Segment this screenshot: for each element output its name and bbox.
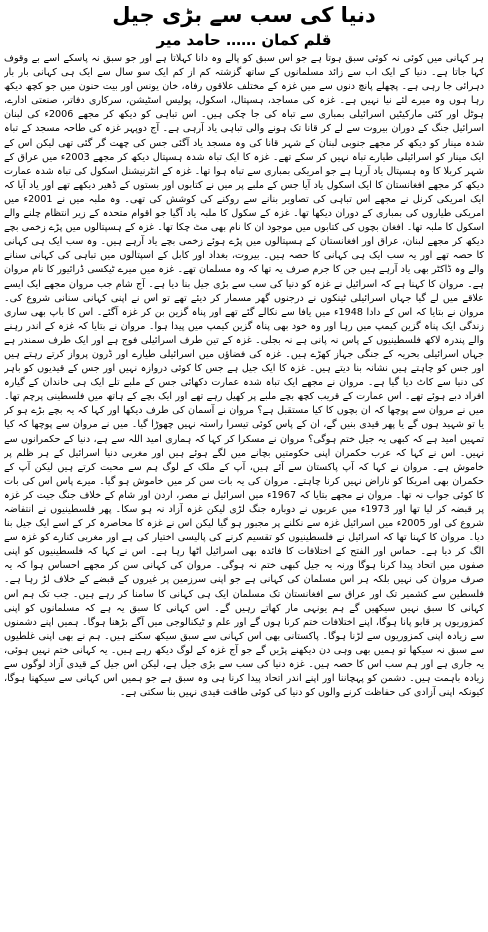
article-title: دنیا کی سب سے بڑی جیل [112,3,376,27]
byline-separator: …… [226,31,257,49]
article-body: ہر کہانی میں کوئی نہ کوئی سبق ہوتا ہے جو اس سبق کو پالے وہ دانا کہلاتا ہے اور جو سبق نہ پاسکے اسے بے وقوف کہا جاتا ہے۔ دنیا کے ایک اب سے زائد مسلمانوں کے ساتھ گزشتہ کم از کم ایک سو سال سے ایک ہی کہانی بار بار دہرائی جا رہی ہے۔ پچھلے پانچ دنوں سے میں غزہ کے مختلف علاقوں رفاہ، خان یونس اور بیت حنون میں جو کچھ دیکھ رہا ہوں وہ میرے لئے نیا نہیں ہے۔ غزہ کی مساجد، ہسپتال، اسکول، پولیس اسٹیشن، سرکاری دفاتر، صنعتی ادارے، ہوٹل اور کئی مارکیٹیں اسرائیلی بمباری سے تباہ کی جا چکی ہیں۔ اس تباہی کو دیکھ کر مجھے 2006ء کی لبنان اسرائیل جنگ کے دوران بیروت سے لے کر قانا تک ہونے والی تباہی یاد آرہی ہے۔ آج دوپہر غزہ کی طاحہ مسجد کے تباہ شدہ مینار کو دیکھ کر مجھے جنوبی لبنان کے شہر قانا کی وہ مسجد یاد آگئی جس کی چھت گر گئی تھی لیکن اس کے ایک مینار کو اسرائیلی طیارے تباہ نہیں کر سکے تھے۔ غزہ کا ایک تباہ شدہ ہسپتال دیکھ کر مجھے 2003ء میں عراق کے شہر کربلا کا وہ ہسپتال یاد آرہا ہے جو امریکی بمباری سے تباہ ہوا تھا۔ غزہ کے انٹرنیشنل اسکول کی تباہ شدہ عمارت دیکھ کر مجھے افغانستان کا ایک اسکول یاد آیا جس کے ملبے پر میں نے کتابوں اور بستوں کے ڈھیر دیکھے تھے اور یاد آیا کہ ایک امریکی کرنل نے مجھے اس تباہی کی تصاویر بنانے سے روکنے کی کوشش کی تھی۔ وہ ملبہ میں نے 2001ء میں امریکی طیاروں کی بمباری کے دوران دیکھا تھا۔ غزہ کے سکول کا ملبہ یاد آگیا جو اقوام متحدہ کے زیر انتظام چلنے والے اسکول کا ملبہ تھا۔ افغان بچوں کی کتابوں میں موجود ان کا نام بھی مٹ چکا تھا۔ غزہ کے ہسپتالوں میں پڑے زخمی بچے دیکھ کر مجھے لبنان، عراق اور افغانستان کے ہسپتالوں میں پڑے ہوئے زخمی بچے یاد آرہے ہیں۔ وہ سب ایک ہی کہانی کا حصہ تھے اور یہ سب ایک ہی کہانی کا حصہ ہیں۔ بیروت، بغداد اور کابل کے اسپتالوں میں تباہی کی کہانی سنانے والے وہ ڈاکٹر بھی یاد آرہے ہیں جن کا جرم صرف یہ تھا کہ وہ مسلمان تھے۔ غزہ میں میرے ٹیکسی ڈرائیور کا نام مروان ہے۔ مروان کا کہنا ہے کہ اسرائیل نے غزہ کو دنیا کی سب سے بڑی جیل بنا دیا ہے۔ آج شام جب مروان مجھے ایک ایسے علاقے میں لے گیا جہاں اسرائیلی ٹینکوں نے درجنوں گھر مسمار کر دیئے تھے تو اس نے اپنی کہانی سنانی شروع کی۔ مروان نے بتایا کہ اس کے دادا 1948ء میں یافا سے نکالے گئے تھے اور پناہ گزین بن کر غزہ آگئے۔ اس کا باپ بھی ساری زندگی ایک پناہ گزین کیمپ میں رہا اور وہ خود بھی پناہ گزین کیمپ میں پیدا ہوا۔ مروان نے بتایا کہ غزہ کے اندر رہنے والے پندرہ لاکھ فلسطینیوں کے پاس نہ پانی ہے نہ بجلی۔ غزہ کے تین طرف اسرائیلی فوج ہے اور ایک طرف سمندر ہے جہاں اسرائیلی بحریہ کے جنگی جہاز کھڑے ہیں۔ غزہ کی فضاؤں میں اسرائیلی طیارے اور ڈرون پرواز کرتے رہتے ہیں اور جس کو چاہتے ہیں نشانہ بنا دیتے ہیں۔ غزہ کا ایک جیل ہے جس کا کوئی دروازہ نہیں اور جس کے قیدیوں کو باہر کی دنیا سے کاٹ دیا گیا ہے۔ مروان نے مجھے ایک تباہ شدہ عمارت دکھائی جس کے ملبے تلے ایک ہی خاندان کے گیارہ افراد دبے ہوئے تھے۔ اس عمارت کے قریب کچھ بچے ملبے پر کھیل رہے تھے اور ایک بچے کے ہاتھ میں فلسطینی پرچم تھا۔ میں نے مروان سے پوچھا کہ ان بچوں کا کیا مستقبل ہے؟ مروان نے آسمان کی طرف دیکھا اور کہا کہ یہ بچے بڑے ہو کر یا تو شہید ہوں گے یا پھر قیدی بنیں گے، ان کے پاس کوئی تیسرا راستہ نہیں چھوڑا گیا۔ میں نے مروان سے پوچھا کہ کیا تمہیں امید ہے کہ کبھی یہ جیل ختم ہوگی؟ مروان نے مسکرا کر کہا کہ ہماری امید اللہ سے ہے، دنیا کے حکمرانوں سے نہیں۔ اس نے کہا کہ عرب حکمران اپنی حکومتیں بچانے میں لگے ہوئے ہیں اور مغربی دنیا اسرائیل کے ہر ظلم پر خاموش ہے۔ مروان نے کہا کہ آپ پاکستان سے آئے ہیں، آپ کے ملک کے لوگ ہم سے محبت کرتے ہیں لیکن آپ کے حکمران بھی امریکا کو ناراض نہیں کرنا چاہتے۔ مروان کی یہ بات سن کر میں خاموش ہو گیا۔ میرے پاس اس کی بات کا کوئی جواب نہ تھا۔ مروان نے مجھے بتایا کہ 1967ء میں اسرائیل نے مصر، اردن اور شام کے خلاف جنگ جیت کر غزہ پر قبضہ کر لیا تھا اور 1973ء میں عربوں نے دوبارہ جنگ لڑی لیکن غزہ آزاد نہ ہو سکا۔ پھر فلسطینیوں نے انتفاضہ شروع کی اور 2005ء میں اسرائیل غزہ سے نکلنے پر مجبور ہو گیا لیکن اس نے غزہ کا محاصرہ کر کے اسے ایک جیل بنا دیا۔ مروان کا کہنا تھا کہ اسرائیل نے فلسطینیوں کو تقسیم کرنے کی پالیسی اختیار کی ہے اور مغربی کنارے کو غزہ سے الگ کر دیا ہے۔ حماس اور الفتح کے اختلافات کا فائدہ بھی اسرائیل اٹھا رہا ہے۔ اس نے کہا کہ فلسطینیوں کو اپنی صفوں میں اتحاد پیدا کرنا ہوگا ورنہ یہ جیل کبھی ختم نہ ہوگی۔ مروان کی کہانی سن کر مجھے احساس ہوا کہ یہ صرف مروان کی نہیں بلکہ ہر اس مسلمان کی کہانی ہے جو اپنی سرزمین پر غیروں کے قبضے کے خلاف لڑ رہا ہے۔ فلسطین سے کشمیر تک اور عراق سے افغانستان تک مسلمان ایک ہی کہانی کا سامنا کر رہے ہیں۔ جب تک ہم اس کہانی کا سبق نہیں سیکھیں گے ہم یونہی مار کھاتے رہیں گے۔ اس کہانی کا سبق یہ ہے کہ مسلمانوں کو اپنی کمزوریوں پر قابو پانا ہوگا، اپنے اختلافات ختم کرنا ہوں گے اور علم و ٹیکنالوجی میں آگے بڑھنا ہوگا۔ ہمیں اپنے دشمنوں سے زیادہ اپنی کمزوریوں سے لڑنا ہوگا۔ پاکستانی بھی اس کہانی سے سبق سیکھ سکتے ہیں۔ ہم نے بھی اپنی غلطیوں سے سبق نہ سیکھا تو ہمیں بھی وہی دن دیکھنے پڑیں گے جو آج غزہ کے لوگ دیکھ رہے ہیں۔ یہ کہانی ختم نہیں ہوئی، یہ جاری ہے اور ہم سب اس کا حصہ ہیں۔ غزہ دنیا کی سب سے بڑی جیل ہے، لیکن اس جیل کے قیدی آزاد لوگوں سے زیادہ باہمت ہیں۔ دشمن کو پہچاننا اور اپنے اندر اتحاد پیدا کرنا ہی وہ سبق ہے جو ہمیں اس کہانی سے سیکھنا ہوگا، کیونکہ اپنی آزادی کی حفاظت کرنے والوں کو دنیا کی کوئی طاقت قیدی نہیں بنا سکتی ہے۔ [4,53,484,699]
column-name: قلم کمان [261,31,332,49]
article-byline [4,30,484,52]
author-name: حامد میر [156,31,221,49]
